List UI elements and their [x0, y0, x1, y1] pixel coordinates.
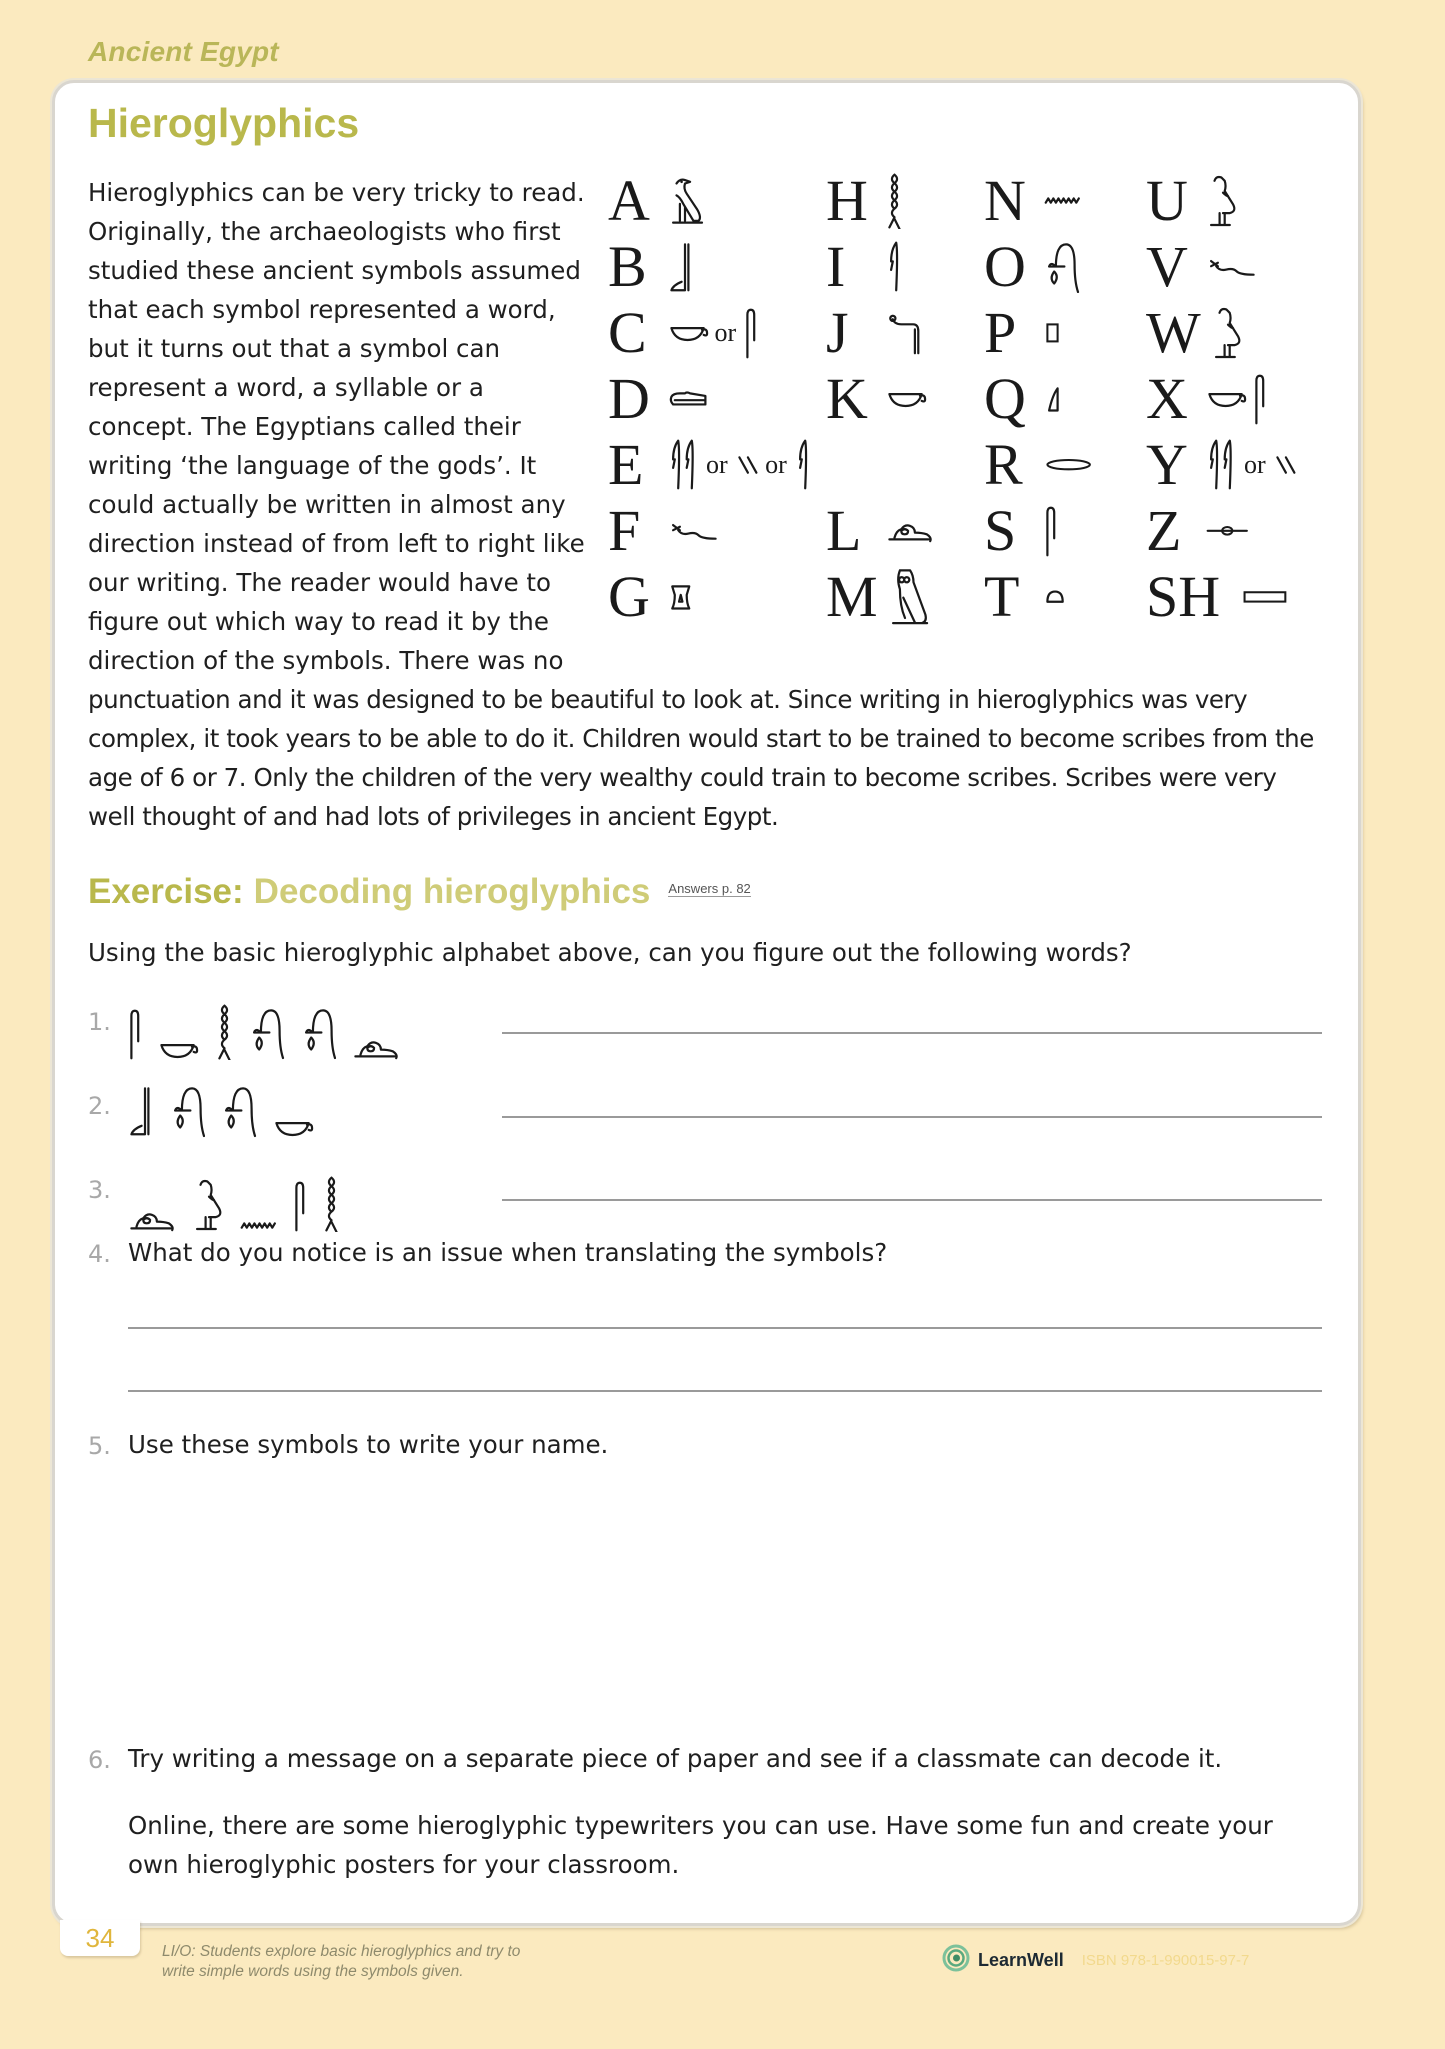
- decode-item-glyphs: [128, 1160, 340, 1232]
- rope-lasso-glyph-icon: [170, 1085, 206, 1138]
- reed-glyph-icon: [795, 439, 812, 492]
- question-answer-line[interactable]: [128, 1327, 1322, 1329]
- folded-cloth-glyph-icon: [1253, 374, 1267, 425]
- reed-glyph-icon: [886, 241, 903, 294]
- decode-answer-line[interactable]: [502, 1116, 1322, 1118]
- learning-intention: LI/O: Students explore basic hieroglyphics and try to write simple words using the symbols given.: [162, 1943, 521, 1980]
- question-number: 5.: [88, 1432, 111, 1460]
- rope-lasso-glyph-icon: [301, 1007, 337, 1060]
- exercise-heading: [88, 872, 751, 912]
- hand-glyph-icon: [668, 390, 709, 409]
- alphabet-letter: W: [1146, 300, 1201, 365]
- alphabet-letter: S: [984, 498, 1017, 563]
- alphabet-entry: [826, 234, 903, 300]
- double-reed-glyph-icon: [668, 439, 702, 492]
- decode-answer-line[interactable]: [502, 1032, 1322, 1034]
- hill-glyph-icon: [1044, 385, 1061, 414]
- alternative-or-label: or: [1244, 450, 1266, 479]
- alphabet-entry: [826, 168, 903, 234]
- intro-paragraph-continued: punctuation and it was designed to be beautiful to look at. Since writing in hieroglyphics was very complex, it took years to be able to do it. Children would start to be trained to become scribes from the age of 6 or 7. Only the children of the very wealthy could train to become scribes. Scribes were very well thought of and had lots of privileges in ancient Egypt.: [88, 685, 1314, 831]
- alternative-or-label: or: [714, 318, 737, 347]
- alphabet-letter: L: [826, 498, 862, 563]
- alphabet-letter: SH: [1146, 564, 1221, 629]
- alphabet-entry: [984, 300, 1061, 366]
- alphabet-letter: F: [608, 498, 641, 563]
- alphabet-entry: [1146, 168, 1238, 234]
- lion-glyph-icon: [886, 519, 934, 543]
- question-number: 6.: [88, 1746, 111, 1774]
- rope-lasso-glyph-icon: [249, 1007, 285, 1060]
- alphabet-letter: J: [826, 300, 849, 365]
- exercise-prefix: Exercise:: [88, 872, 244, 911]
- alphabet-entry: [608, 366, 709, 432]
- alphabet-entry: [984, 564, 1066, 630]
- alphabet-entry: [608, 498, 719, 564]
- section-label: Ancient Egypt: [88, 36, 279, 67]
- alphabet-entry: [1146, 300, 1243, 366]
- alphabet-letter: U: [1146, 168, 1188, 233]
- alphabet-letter: Z: [1146, 498, 1182, 563]
- twisted-flax-glyph-icon: [216, 1004, 233, 1060]
- double-reed-glyph-icon: [1206, 439, 1240, 492]
- question-number: 4.: [88, 1240, 111, 1268]
- basket-glyph-icon: [158, 1040, 201, 1060]
- quail-chick-glyph-icon: [1206, 174, 1238, 228]
- alphabet-letter: E: [608, 432, 644, 497]
- brand-name: LearnWell: [978, 1949, 1064, 1970]
- rope-lasso-glyph-icon: [221, 1085, 257, 1138]
- alphabet-entry: [984, 366, 1061, 432]
- alternative-or-label: or: [765, 450, 787, 479]
- basket-glyph-icon: [886, 389, 929, 409]
- alphabet-letter: X: [1146, 366, 1188, 431]
- horned-viper-glyph-icon: [1206, 256, 1257, 278]
- alphabet-letter: O: [984, 234, 1026, 299]
- strokes-glyph-icon: [1274, 454, 1300, 476]
- alphabet-letter: H: [826, 168, 868, 233]
- question-followup-text: Online, there are some hieroglyphic typewriters you can use. Have some fun and create your own hieroglyphic posters for your classroom.: [128, 1811, 1273, 1879]
- isbn: ISBN 978-1-990015-97-7: [1081, 1951, 1250, 1969]
- page-title: Hieroglyphics: [88, 100, 360, 146]
- alphabet-entry: [608, 234, 694, 300]
- water-glyph-icon: [1044, 195, 1081, 207]
- alphabet-entry: [984, 498, 1058, 564]
- decode-item-glyphs: [128, 998, 400, 1060]
- alphabet-letter: B: [608, 234, 647, 299]
- page-number: 34: [85, 1923, 115, 1953]
- answers-reference-link[interactable]: Answers p. 82: [668, 881, 751, 896]
- pool-glyph-icon: [1242, 588, 1288, 607]
- alphabet-entry: [608, 564, 694, 630]
- alphabet-letter: D: [608, 366, 650, 431]
- alphabet-entry: [1146, 432, 1299, 498]
- alphabet-entry: [1146, 366, 1266, 432]
- alphabet-letter: I: [826, 234, 846, 299]
- alternative-or-label: or: [706, 450, 728, 479]
- swirl-logo-icon: [942, 1944, 970, 1976]
- alphabet-entry: [984, 234, 1080, 300]
- rope-lasso-glyph-icon: [1044, 241, 1080, 294]
- twisted-flax-glyph-icon: [323, 1176, 340, 1232]
- alphabet-entry: [608, 432, 812, 498]
- decode-item-number: 3.: [88, 1176, 111, 1204]
- name-writing-area[interactable]: [128, 1470, 1322, 1720]
- alphabet-letter: A: [608, 168, 650, 233]
- alphabet-letter: T: [984, 564, 1020, 629]
- foot-glyph-icon: [668, 241, 694, 294]
- alphabet-entry: [826, 564, 930, 630]
- intro-paragraph: Hieroglyphics can be very tricky to read. Originally, the archaeologists who first studied these ancient symbols assumed that each symbol represented a word, but it turns out that a symbol can represent a word, a syllable or a concept. The Egyptians called their writing ‘the language of the gods’. It could actually be written in almost any direction instead of from left to right like our writing. The reader would have to figure out which way to read it by the direction of the symbols. There was no: [88, 178, 585, 675]
- basket-glyph-icon: [668, 323, 711, 343]
- alphabet-letter: P: [984, 300, 1017, 365]
- hieroglyph-alphabet-chart: [608, 168, 1328, 658]
- alphabet-entry: [1146, 498, 1249, 564]
- alphabet-letter: Y: [1146, 432, 1188, 497]
- bread-glyph-icon: [1044, 589, 1066, 604]
- decode-item-number: 1.: [88, 1008, 111, 1036]
- decode-answer-line[interactable]: [502, 1199, 1322, 1201]
- alphabet-letter: C: [608, 300, 647, 365]
- decode-item-glyphs: [128, 1076, 315, 1138]
- door-bolt-glyph-icon: [1206, 524, 1249, 538]
- question-text: Try writing a message on a separate piece of paper and see if a classmate can decode it.: [128, 1744, 1223, 1773]
- question-answer-line[interactable]: [128, 1390, 1322, 1392]
- exercise-instruction: Using the basic hieroglyphic alphabet above, can you figure out the following words?: [88, 938, 1132, 967]
- jar-stand-glyph-icon: [668, 583, 694, 612]
- alphabet-entry: [1146, 564, 1288, 630]
- lion-glyph-icon: [352, 1036, 400, 1060]
- folded-cloth-glyph-icon: [128, 1009, 142, 1060]
- alphabet-letter: V: [1146, 234, 1188, 299]
- alphabet-letter: Q: [984, 366, 1026, 431]
- folded-cloth-glyph-icon: [744, 308, 758, 359]
- foot-glyph-icon: [128, 1085, 154, 1138]
- alphabet-entry: [608, 300, 758, 366]
- mouth-glyph-icon: [1044, 457, 1093, 472]
- alphabet-entry: [826, 498, 934, 564]
- alphabet-entry: [984, 168, 1081, 234]
- owl-glyph-icon: [888, 567, 931, 627]
- stool-glyph-icon: [1044, 321, 1061, 345]
- page-number-tab: [60, 1920, 140, 1956]
- basket-glyph-icon: [1206, 389, 1249, 409]
- alphabet-entry: [984, 432, 1093, 498]
- alphabet-letter: K: [826, 366, 868, 431]
- alphabet-entry: [1146, 234, 1257, 300]
- quail-chick-glyph-icon: [192, 1178, 224, 1232]
- alphabet-entry: [826, 366, 929, 432]
- question-text: What do you notice is an issue when translating the symbols?: [128, 1238, 888, 1267]
- question-text: Use these symbols to write your name.: [128, 1430, 609, 1459]
- alphabet-letter: R: [984, 432, 1023, 497]
- folded-cloth-glyph-icon: [293, 1181, 307, 1232]
- water-glyph-icon: [240, 1220, 277, 1232]
- exercise-title: Decoding hieroglyphics: [253, 872, 651, 911]
- twisted-flax-glyph-icon: [886, 173, 903, 229]
- folded-cloth-glyph-icon: [1044, 506, 1058, 557]
- cobra-glyph-icon: [886, 309, 923, 357]
- strokes-glyph-icon: [736, 454, 762, 476]
- alphabet-entry: [608, 168, 705, 234]
- publisher-brand: [942, 1944, 1249, 1976]
- alphabet-letter: G: [608, 564, 650, 629]
- vulture-glyph-icon: [668, 175, 705, 228]
- quail-chick-glyph-icon: [1211, 306, 1243, 360]
- basket-glyph-icon: [273, 1118, 316, 1138]
- alphabet-letter: N: [984, 168, 1026, 233]
- alphabet-entry: [826, 300, 923, 366]
- horned-viper-glyph-icon: [668, 520, 719, 542]
- alphabet-letter: M: [826, 564, 878, 629]
- lion-glyph-icon: [128, 1208, 176, 1232]
- decode-item-number: 2.: [88, 1092, 111, 1120]
